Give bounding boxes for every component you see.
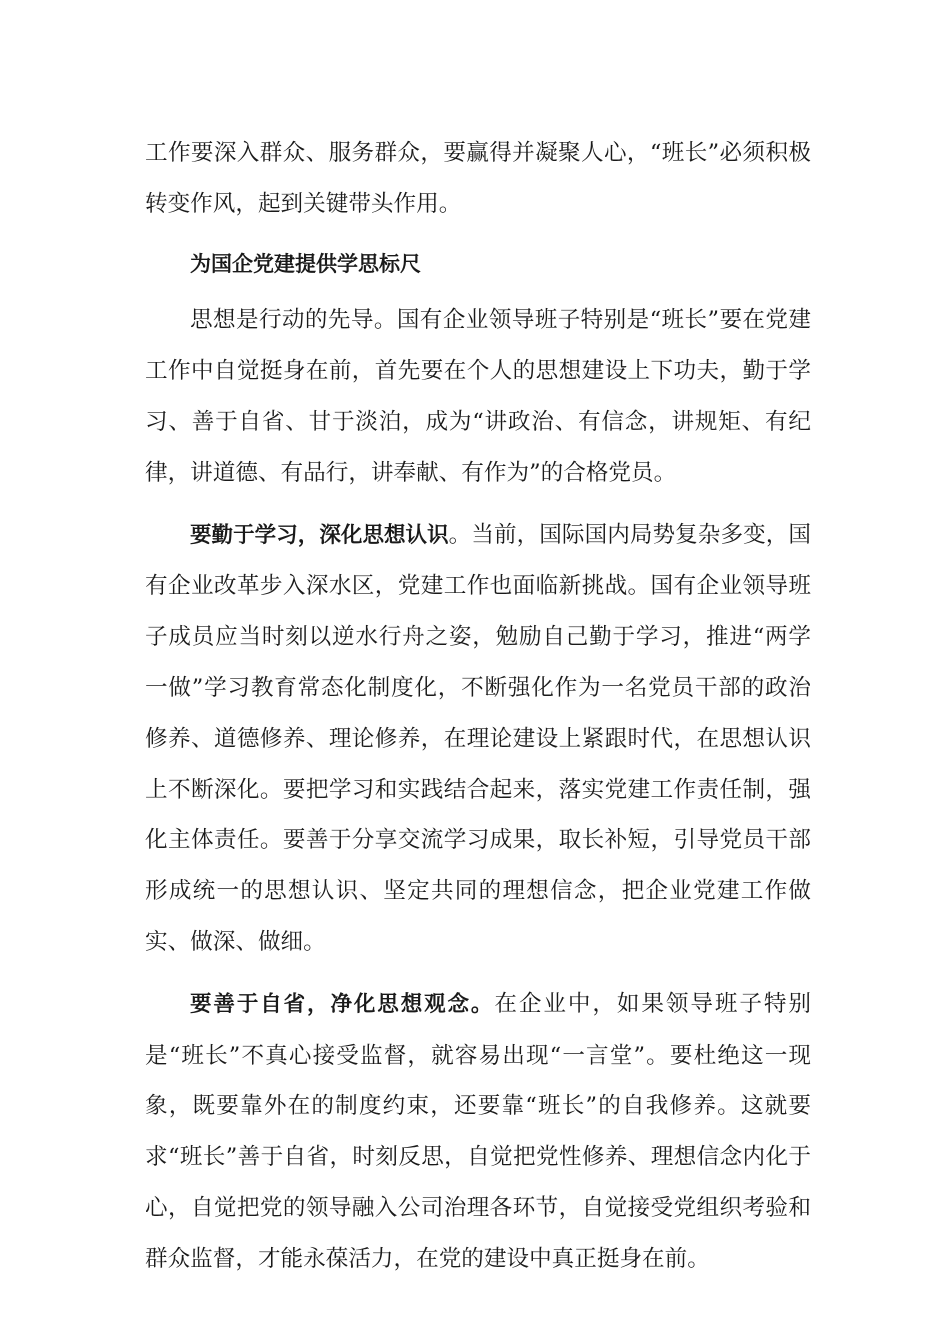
paragraph-lead: 要勤于学习，深化思想认识: [190, 522, 449, 548]
paragraph-continuation: [145, 128, 811, 230]
section-heading: 为国企党建提供学思标尺: [190, 251, 421, 276]
paragraph-text: 工作要深入群众、服务群众，要赢得并凝聚人心，“班长”必须积极转变作风，起到关键带头作用。: [145, 140, 811, 217]
paragraph-lead: 要善于自省，净化思想观念。: [190, 991, 495, 1017]
paragraph-thought: [145, 295, 811, 498]
paragraph-text: 在企业中，如果领导班子特别是“班长”不真心接受监督，就容易出现“一言堂”。要杜绝这一现象，既要靠外在的制度约束，还要靠“班长”的自我修养。这就要求“班长”善于自省，时刻反思，自觉把党性修养、理想信念内化于心，自觉把党的领导融入公司治理各环节，自觉接受党组织考验和群众监督，才能永葆活力，在党的建设中真正挺身在前。: [145, 990, 811, 1272]
paragraph-reflection: [145, 979, 811, 1285]
document-body: [145, 128, 811, 1285]
paragraph-text: 思想是行动的先导。国有企业领导班子特别是“班长”要在党建工作中自觉挺身在前，首先要在个人的思想建设上下功夫，勤于学习、善于自省、甘于淡泊，成为“讲政治、有信念，讲规矩、有纪律，讲道德、有品行，讲奉献、有作为”的合格党员。: [145, 307, 811, 486]
paragraph-study: [145, 510, 811, 968]
paragraph-text: 。当前，国际国内局势复杂多变，国有企业改革步入深水区，党建工作也面临新挑战。国有企业领导班子成员应当时刻以逆水行舟之姿，勉励自己勤于学习，推进“两学一做”学习教育常态化制度化，不断强化作为一名党员干部的政治修养、道德修养、理论修养，在理论建设上紧跟时代，在思想认识上不断深化。要把学习和实践结合起来，落实党建工作责任制，强化主体责任。要善于分享交流学习成果，取长补短，引导党员干部形成统一的思想认识、坚定共同的理想信念，把企业党建工作做实、做深、做细。: [145, 521, 811, 955]
